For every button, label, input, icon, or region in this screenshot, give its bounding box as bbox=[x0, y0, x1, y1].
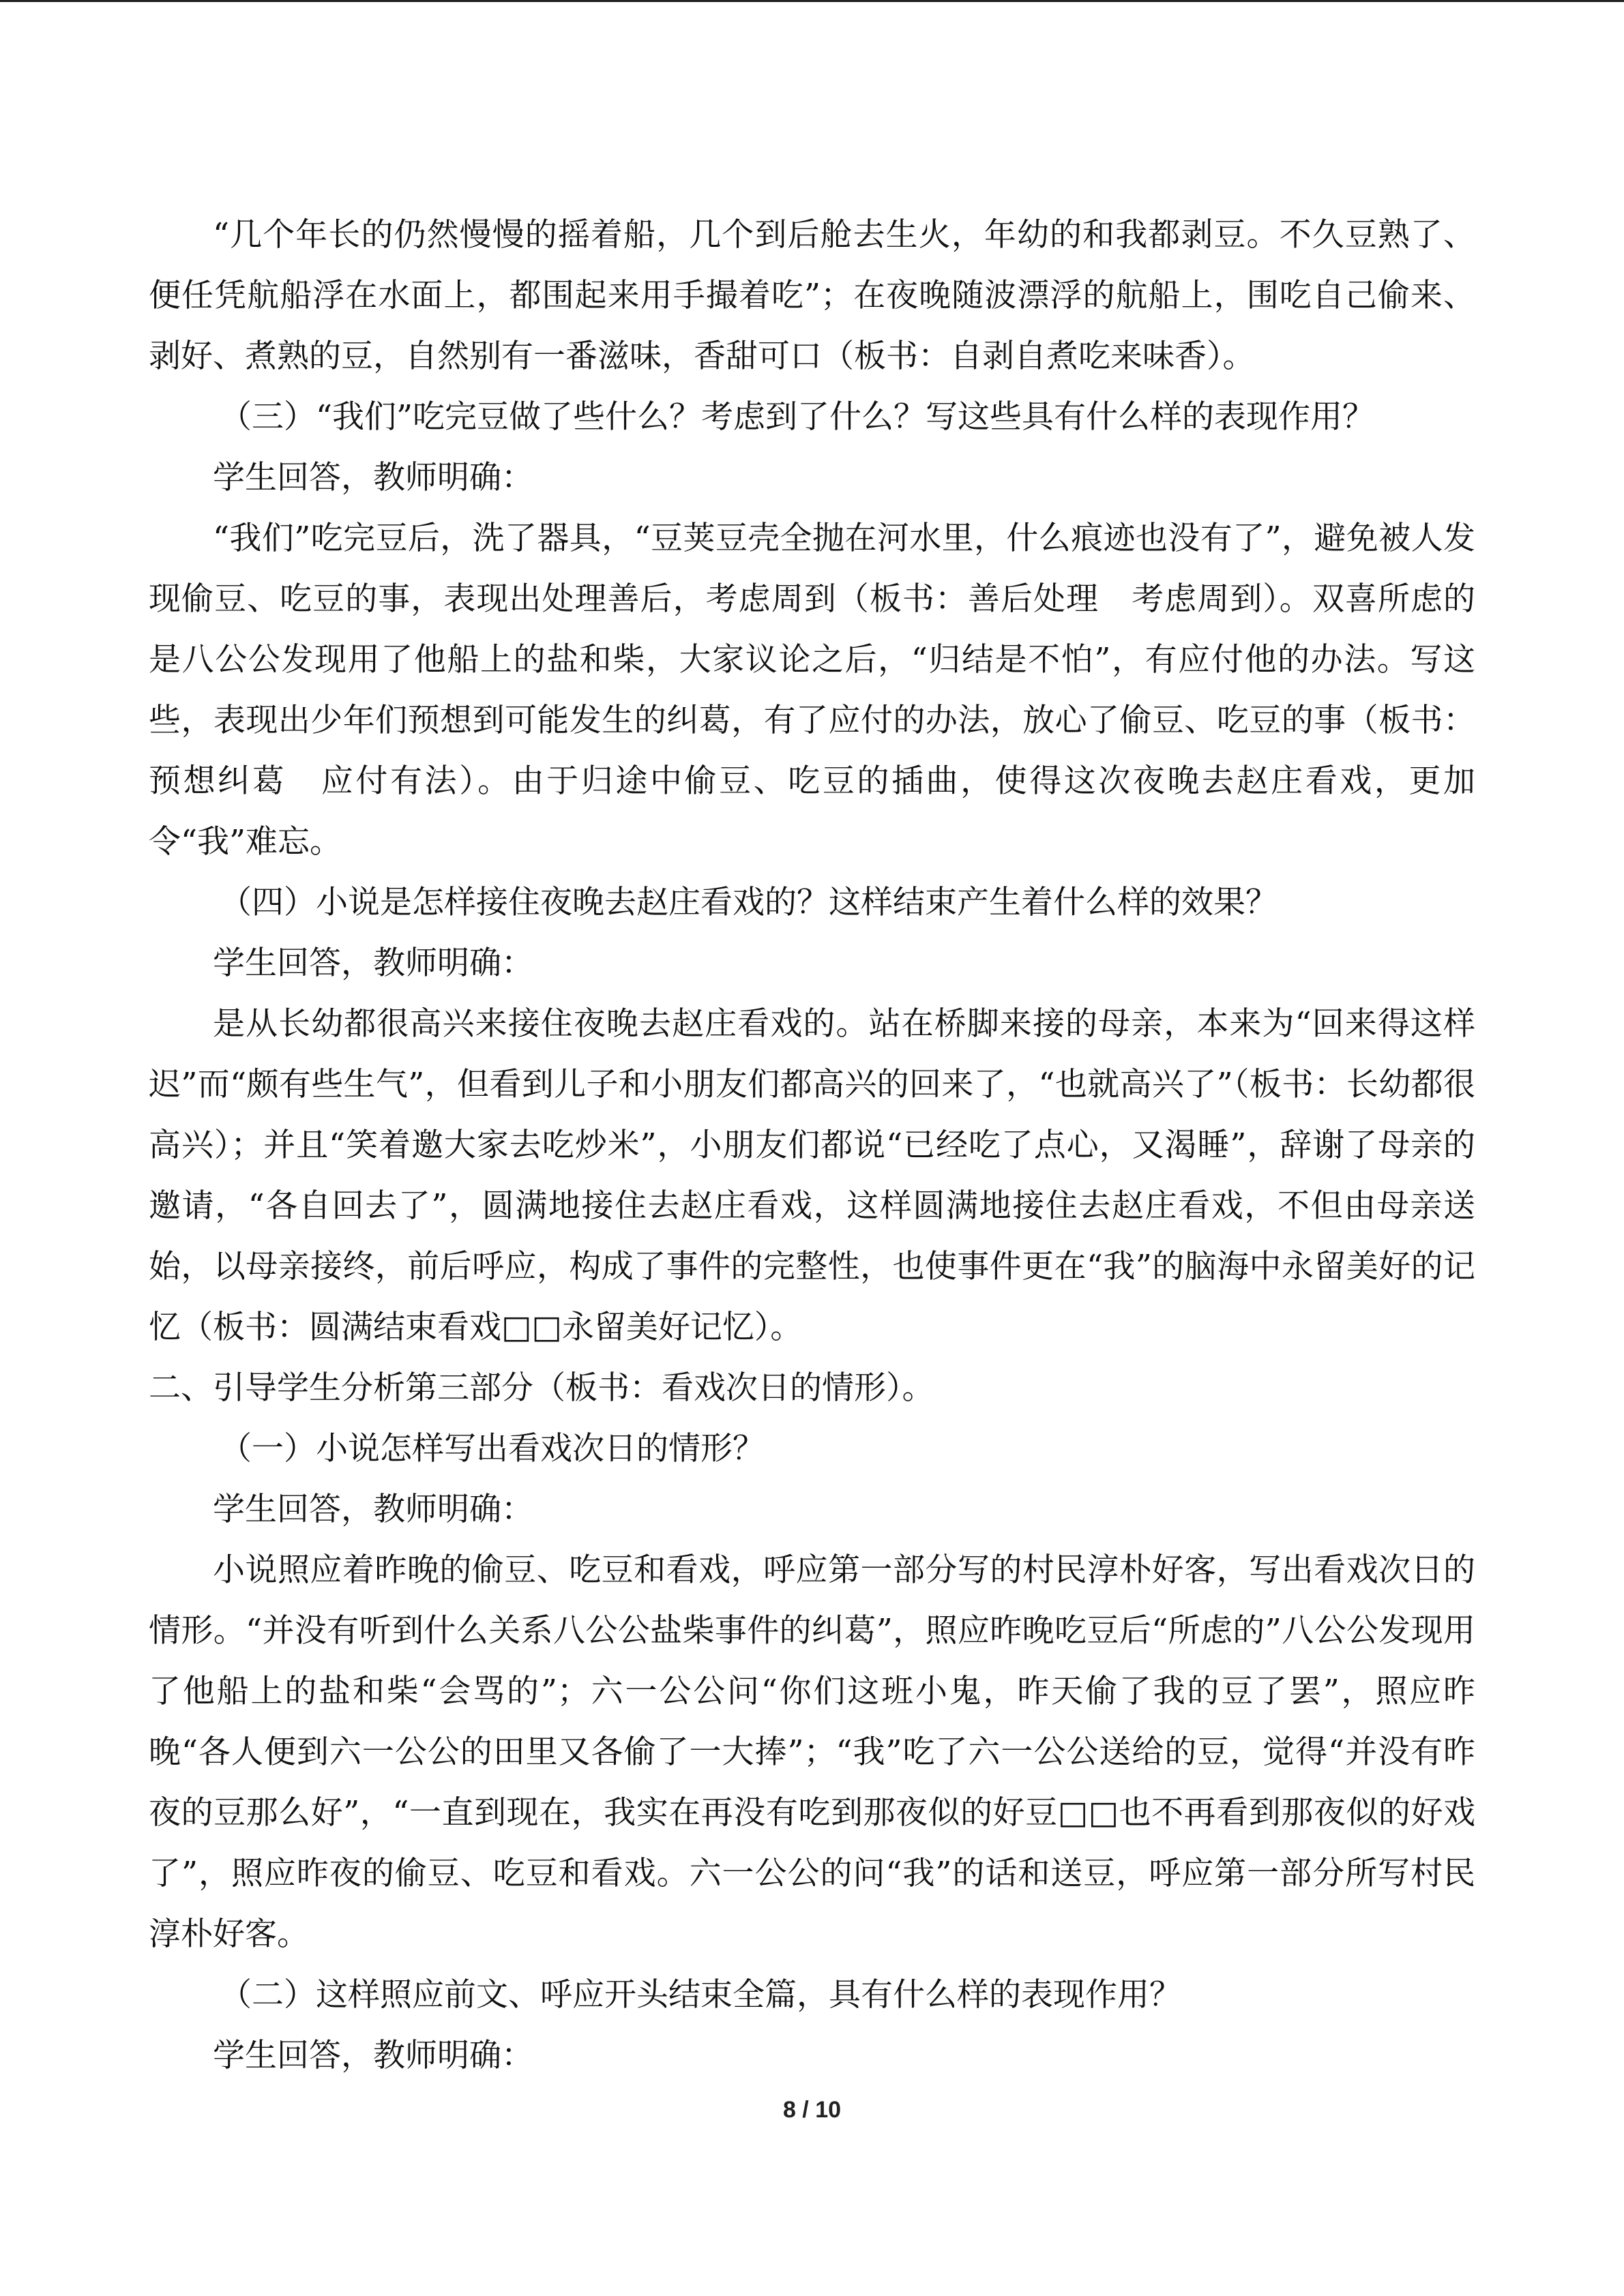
paragraph-answer-label: 学生回答，教师明确： bbox=[213, 459, 533, 496]
paragraph-3: 是从长幼都很高兴来接住夜晚去赵庄看戏的。站在桥脚来接的母亲，本来为“回来得这样迟”而“颇有些生气”，但看到儿子和小朋友们都高兴的回来了，“也就高兴了”（板书：长幼都很高兴）；并且“笑着邀大家去吃炒米”，小朋友们都说“已经吃了点心，又渴睡”，辞谢了母亲的邀请，“各自回去了”，圆满地接住去赵庄看戏，这样圆满地接住去赵庄看戏，不但由母亲送始，以母亲接终，前后呼应，构成了事件的完整性，也使事件更在“我”的脑海中永留美好的记忆（板书：圆满结束看戏□□永留美好记忆）。 bbox=[149, 1005, 1475, 1346]
paragraph-answer-label: 学生回答，教师明确： bbox=[213, 944, 533, 982]
paragraph-4: 小说照应着昨晚的偷豆、吃豆和看戏，呼应第一部分写的村民淳朴好客，写出看戏次日的情形。“并没有听到什么关系八公公盐柴事件的纠葛”，照应昨晚吃豆后“所虑的”八公公发现用了他船上的盐和柴“会骂的”；六一公公问“你们这班小鬼，昨天偷了我的豆了罢”，照应昨晚“各人便到六一公公的田里又各偷了一大捧”；“我”吃了六一公公送给的豆，觉得“并没有昨夜的豆那么好”，“一直到现在，我实在再没有吃到那夜似的好豆□□也不再看到那夜似的好戏了”，照应昨夜的偷豆、吃豆和看戏。六一公公的问“我”的话和送豆，呼应第一部分所写村民淳朴好客。 bbox=[149, 1551, 1475, 1953]
section-heading-part-3: 二、引导学生分析第三部分（板书：看戏次日的情形）。 bbox=[149, 1369, 934, 1407]
paragraph-question-4: （四）小说是怎样接住夜晚去赵庄看戏的？这样结束产生着什么样的效果？ bbox=[220, 884, 1278, 921]
paragraph-1: “几个年长的仍然慢慢的摇着船，几个到后舱去生火，年幼的和我都剥豆。不久豆熟了、便任凭航船浮在水面上，都围起来用手撮着吃”；在夜晚随波漂浮的航船上，围吃自己偷来、剥好、煮熟的豆，自然别有一番滋味，香甜可口（板书：自剥自煮吃来味香）。 bbox=[149, 216, 1475, 375]
paragraph-question-3: （三）“我们”吃完豆做了些什么？考虑到了什么？写这些具有什么样的表现作用？ bbox=[220, 398, 1375, 436]
page-number: 8 / 10 bbox=[782, 2097, 842, 2123]
paragraph-2: “我们”吃完豆后，洗了器具，“豆荚豆壳全抛在河水里，什么痕迹也没有了”，避免被人发现偷豆、吃豆的事，表现出处理善后，考虑周到（板书：善后处理 考虑周到）。双喜所虑的是八公公发现用了他船上的盐和柴，大家议论之后，“归结是不怕”，有应付他的办法。写这些，表现出少年们预想到可能发生的纠葛，有了应付的办法，放心了偷豆、吃豆的事（板书：预想纠葛 应付有法）。由于归途中偷豆、吃豆的插曲，使得这次夜晚去赵庄看戏，更加令“我”难忘。 bbox=[149, 520, 1475, 861]
paragraph-answer-label: 学生回答，教师明确： bbox=[213, 1491, 533, 1528]
paragraph-question-1: （一）小说怎样写出看戏次日的情形？ bbox=[220, 1430, 765, 1467]
document-body bbox=[149, 205, 1475, 2086]
paragraph-answer-label: 学生回答，教师明确： bbox=[213, 2037, 533, 2074]
paragraph-question-2: （二）这样照应前文、呼应开头结束全篇，具有什么样的表现作用？ bbox=[220, 1976, 1181, 2014]
page-top-border bbox=[0, 0, 1624, 2]
